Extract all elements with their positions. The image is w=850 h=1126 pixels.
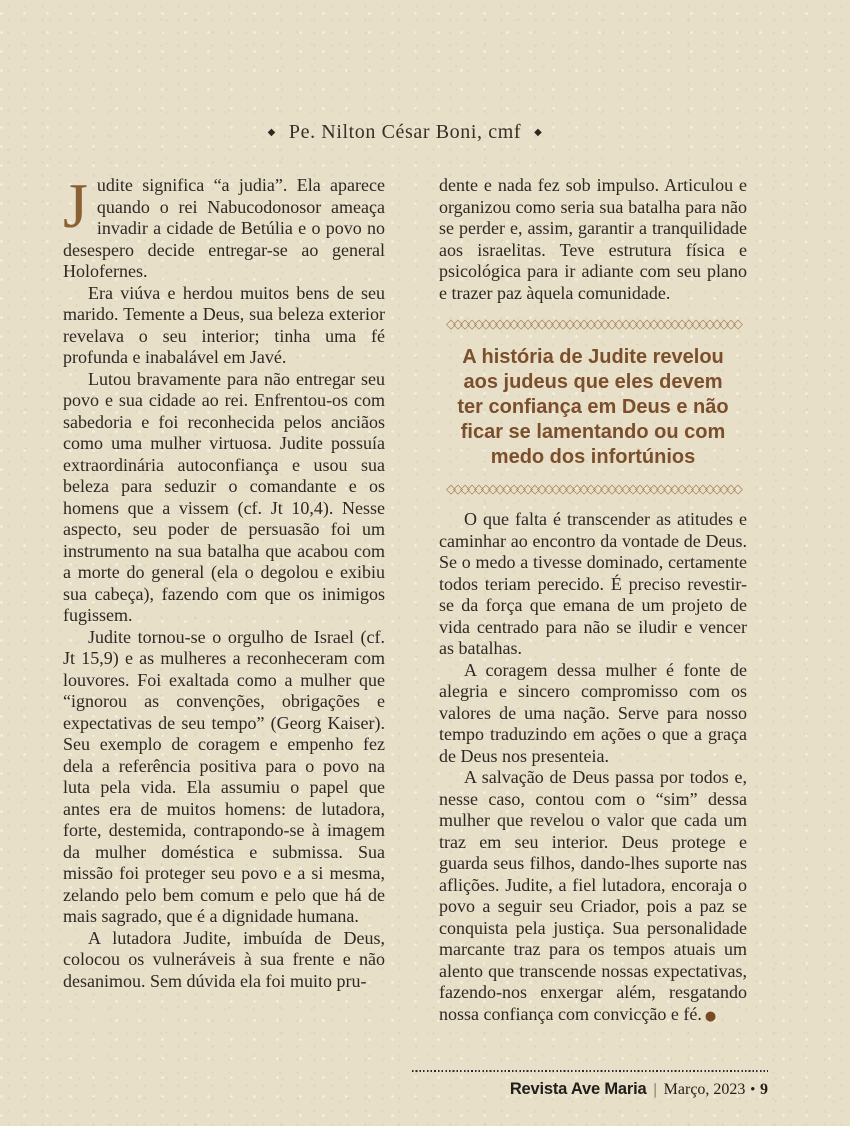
paragraph-closing xyxy=(439,767,747,1027)
byline-author: Pe. Nilton César Boni, cmf xyxy=(288,121,522,143)
pull-quote-line: medo dos infortúnios xyxy=(490,446,696,468)
paragraph: A coragem dessa mulher é fonte de alegria e sincero compromisso com os valores de uma nação. Serve para nosso tempo traduzindo em ações o que a graça de Deus nos presenteia. xyxy=(439,659,747,766)
pull-quote-text xyxy=(439,345,747,470)
end-of-article-icon: ● xyxy=(704,1008,717,1024)
footer-text xyxy=(412,1080,768,1099)
dotted-rule xyxy=(412,1070,768,1072)
right-column xyxy=(439,175,747,1027)
page-number: 9 xyxy=(760,1081,768,1098)
pull-quote-line: ter confiança em Deus e não xyxy=(457,396,729,418)
paragraph-text: udite significa “a judia”. Ela aparece quando o rei Nabucodonosor ameaça invadir a cidade de Betúlia e o povo no desespero decide entregar-se ao general Holofernes. xyxy=(63,175,385,281)
diamond-chain-divider-bottom: ◇◇◇◇◇◇◇◇◇◇◇◇◇◇◇◇◇◇◇◇◇◇◇◇◇◇◇◇◇◇◇◇◇◇◇◇◇◇◇◇◇◇ xyxy=(446,483,740,497)
paragraph-text: A salvação de Deus passa por todos e, nesse caso, contou com o “sim” dessa mulher que revelou o valor que cada um traz em seu interior. Deus protege e guarda seus filhos, dando-lhes suporte nas aflições. Judite, a fiel lutadora, encoraja o povo a seguir seu Criador, pois a paz se conquista pela justiça. Sua personalidade marcante traz para os tempos atuais um alento que transcende nossas expectativas, fazendo-nos enxergar além, resgatando nossa confiança com convicção e fé. xyxy=(439,767,747,1024)
pull-quote-line: A história de Judite revelou xyxy=(462,346,724,368)
magazine-name: Revista Ave Maria xyxy=(509,1080,647,1098)
issue-date: Março, 2023 xyxy=(663,1081,746,1098)
drop-cap: J xyxy=(63,170,88,241)
paragraph: Lutou bravamente para não entregar seu povo e sua cidade ao rei. Enfrentou-os com sabedoria e foi reconhecida pelos anciãos como uma mulher virtuosa. Judite possuía extraordinária autoconfiança e usou sua beleza para seduzir o comandante e os homens que a vissem (cf. Jt 10,4). Nesse aspecto, seu poder de persuasão foi um instrumento na sua batalha que acabou com a morte do general (ela o degolou e exibiu sua cabeça), fazendo com que os inimigos fugissem. xyxy=(63,368,385,625)
paragraph: Era viúva e herdou muitos bens de seu marido. Temente a Deus, sua beleza exterior revelava o seu interior; tinha uma fé profunda e inabalável em Javé. xyxy=(63,282,385,367)
page-footer xyxy=(412,1070,768,1099)
diamond-chain-divider-top: ◇◇◇◇◇◇◇◇◇◇◇◇◇◇◇◇◇◇◇◇◇◇◇◇◇◇◇◇◇◇◇◇◇◇◇◇◇◇◇◇◇◇ xyxy=(446,318,740,332)
paragraph: Judite tornou-se o orgulho de Israel (cf. Jt 15,9) e as mulheres a reconheceram com louvores. Foi exaltada como a mulher que “ignorou as convenções, obrigações e expectativas de seu tempo” (Georg Kaiser). Seu exemplo de coragem e empenho fez dela a referência positiva para o povo na luta pela vida. Ela assumiu o papel que antes era de muitos homens: de lutadora, forte, destemida, contrapondo-se à imagem da mulher doméstica e submissa. Sua missão foi proteger seu povo e a si mesma, zelando pelo bem comum e pelo que há de mais sagrado, que é a dignidade humana. xyxy=(63,626,385,926)
footer-bullet: • xyxy=(750,1081,755,1096)
paragraph: A lutadora Judite, imbuída de Deus, colocou os vulneráveis à sua frente e não desanimou. Sem dúvida ela foi muito pru- xyxy=(63,927,385,991)
pull-quote-line: aos judeus que eles devem xyxy=(463,371,723,393)
paragraph-continuation: dente e nada fez sob impulso. Articulou e organizou como seria sua batalha para não se perder e, assim, garantir a tranquilidade aos israelitas. Teve estrutura física e psicológica para ir adiante com seu plano e trazer paz àquela comunidade. xyxy=(439,175,747,303)
byline xyxy=(63,121,747,144)
pull-quote-line: ficar se lamentando ou com xyxy=(460,421,726,443)
left-column xyxy=(63,170,385,1027)
paragraph: O que falta é transcender as atitudes e caminhar ao encontro da vontade de Deus. Se o medo a tivesse dominado, certamente todos teriam perecido. É preciso revestir-se da força que emana de um projeto de vida centrado para não se iludir e vencer as batalhas. xyxy=(439,509,747,658)
paragraph-opening xyxy=(63,170,385,283)
diamond-ornament-left-icon: ◆ xyxy=(267,127,276,138)
diamond-ornament-right-icon: ◆ xyxy=(534,127,543,138)
footer-separator: | xyxy=(653,1081,657,1098)
article-body xyxy=(63,170,747,1027)
pull-quote xyxy=(439,318,747,497)
